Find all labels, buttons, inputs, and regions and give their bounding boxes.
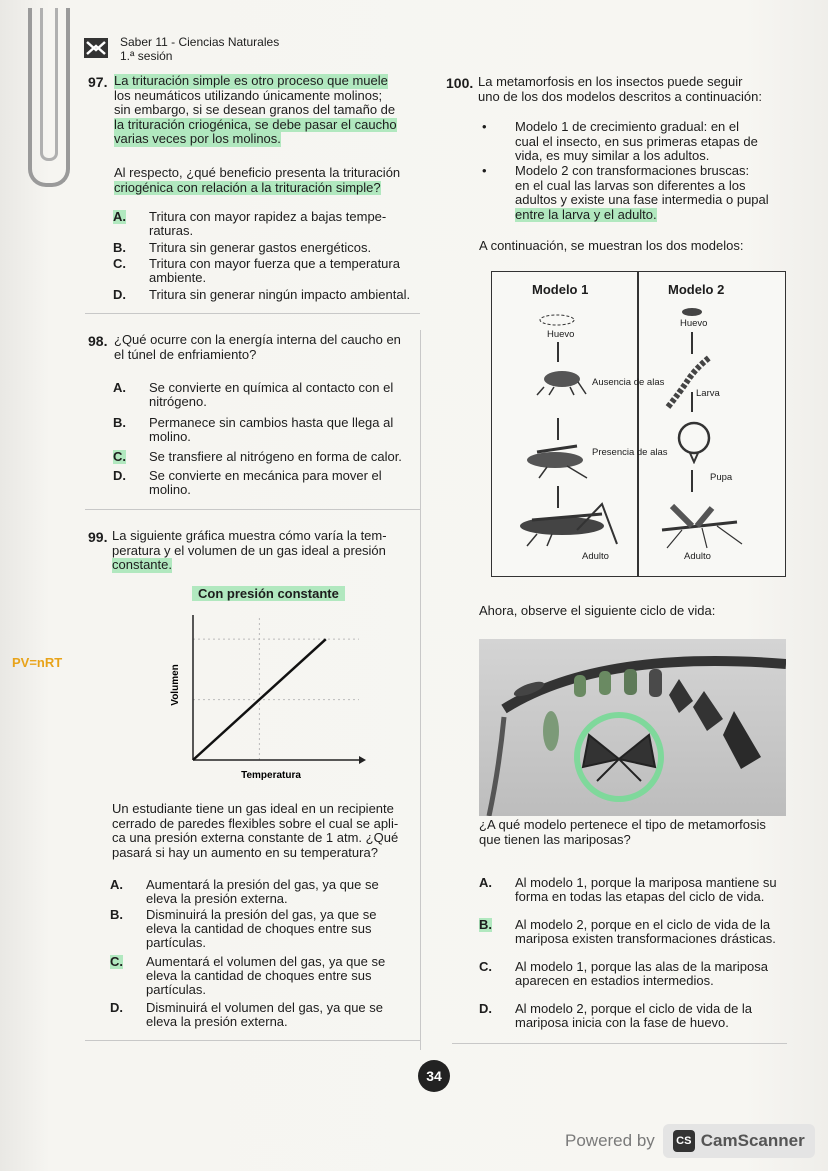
q97-stem — [114, 74, 414, 147]
q97-option-b[interactable] — [113, 241, 413, 257]
option-text: molino. — [149, 429, 191, 444]
margin-note: PV=nRT — [12, 655, 63, 670]
q98-stem — [114, 333, 414, 362]
option-letter: D. — [479, 1001, 492, 1016]
q100-option-c[interactable] — [479, 960, 785, 990]
bullet-line: en el cual las larvas son diferentes a los — [515, 177, 746, 193]
option-letter: D. — [113, 287, 126, 302]
option-text: Se transfiere al nitrógeno en forma de calor. — [149, 449, 402, 464]
cycle-intro: Ahora, observe el siguiente ciclo de vida: — [479, 603, 716, 618]
q97-option-a[interactable] — [113, 210, 413, 240]
q99-text-line: cerrado de paredes flexibles sobre el cual se apli- — [112, 815, 399, 831]
q100-bullet-2 — [515, 164, 785, 222]
q97-stem-line: sin embargo, si se desean granos del tamaño de — [114, 102, 396, 117]
q99-text-line: ca una presión externa constante de 1 atm. ¿Qué — [112, 830, 399, 845]
q99-stem — [112, 529, 417, 573]
model2-label-larva: Larva — [696, 388, 720, 399]
x-axis-label: Temperatura — [241, 770, 301, 781]
option-letter: A. — [479, 875, 492, 890]
q98-stem-line: ¿Qué ocurre con la energía interna del caucho en — [114, 332, 401, 347]
q100-option-b[interactable] — [479, 918, 785, 948]
bullet-line: adultos y existe una fase intermedia o pupal — [515, 192, 769, 207]
arrow-line — [557, 418, 559, 440]
option-text: Tritura sin generar gastos energéticos. — [149, 240, 372, 255]
option-letter: B. — [110, 907, 123, 922]
option-text: Tritura con mayor fuerza que a temperatura — [149, 256, 400, 271]
option-text: Al modelo 2, porque en el ciclo de vida de la — [515, 917, 771, 932]
model1-label-egg: Huevo — [547, 329, 575, 340]
model1-title: Modelo 1 — [532, 282, 589, 297]
model2-label-adult: Adulto — [684, 551, 711, 562]
camscanner-watermark — [565, 1124, 815, 1158]
bullet-icon: • — [482, 119, 487, 134]
chart-series-line — [193, 639, 326, 760]
option-letter: A. — [110, 877, 123, 892]
arrow-line — [691, 470, 693, 492]
q99-option-c[interactable] — [110, 955, 415, 999]
option-text: nitrógeno. — [149, 394, 207, 409]
model1-label-wings: Presencia de alas — [592, 447, 668, 458]
divider — [85, 1040, 420, 1041]
option-text: mariposa existen transformaciones drásticas. — [515, 931, 776, 946]
option-text: Al modelo 2, porque el ciclo de vida de la — [515, 1001, 753, 1016]
arrow-line — [557, 342, 559, 362]
q98-option-c[interactable] — [113, 450, 413, 466]
y-axis-label: Volumen — [170, 664, 181, 706]
q100-bullet-1 — [515, 120, 785, 164]
option-text: partículas. — [146, 935, 206, 950]
option-letter: A. — [113, 209, 126, 224]
arrow-line — [691, 332, 693, 354]
header-session: 1.ª sesión — [120, 49, 173, 63]
butterfly-lifecycle-photo — [479, 639, 786, 816]
option-text: Aumentará el volumen del gas, ya que se — [146, 954, 386, 969]
models-intro: A continuación, se muestran los dos modelos: — [479, 238, 744, 253]
option-text: Al modelo 1, porque la mariposa mantiene su — [515, 875, 777, 890]
option-text: Disminuirá la presión del gas, ya que se — [146, 907, 377, 922]
divider — [85, 313, 420, 314]
q100-stem — [478, 75, 783, 104]
model1-label-adult: Adulto — [582, 551, 609, 562]
models-divider — [637, 272, 639, 576]
q99-text-line: pasará si hay un aumento en su temperatura? — [112, 844, 378, 860]
q98-number: 98. — [88, 333, 108, 349]
option-text: eleva la cantidad de choques entre sus — [146, 968, 372, 983]
q99-stem-line: La siguiente gráfica muestra cómo varía la tem- — [112, 528, 387, 543]
option-letter: D. — [110, 1000, 123, 1015]
option-text: Tritura con mayor rapidez a bajas tempe- — [149, 209, 387, 224]
q97-question-line: Al respecto, ¿qué beneficio presenta la trituración — [114, 165, 401, 180]
metamorphosis-models-table — [491, 271, 786, 577]
q97-stem-line: La trituración simple es otro proceso que muele — [114, 73, 388, 88]
q100-question-line: que tienen las mariposas? — [479, 831, 631, 847]
q99-number: 99. — [88, 529, 108, 545]
nymph-icon — [534, 362, 589, 397]
q97-question — [114, 166, 414, 195]
bullet-line: entre la larva y el adulto. — [515, 206, 657, 222]
camscanner-icon: CS — [673, 1130, 695, 1152]
option-letter: C. — [113, 449, 126, 464]
q99-text — [112, 802, 417, 860]
q100-question-line: ¿A qué modelo pertenece el tipo de metamorfosis — [479, 817, 766, 832]
option-letter: B. — [479, 917, 492, 932]
q99-option-a[interactable] — [110, 878, 415, 908]
option-text: Tritura sin generar ningún impacto ambiental. — [149, 287, 411, 302]
chart-title: Con presión constante — [192, 586, 345, 601]
option-text: aparecen en estadios intermedios. — [515, 973, 714, 988]
option-text: partículas. — [146, 982, 206, 997]
egg-icon — [680, 306, 704, 318]
pupa-icon — [670, 416, 718, 464]
option-letter: D. — [113, 468, 126, 483]
q100-option-a[interactable] — [479, 876, 785, 906]
option-text: Disminuirá el volumen del gas, ya que se — [146, 1000, 384, 1015]
q98-option-a[interactable] — [113, 381, 413, 411]
camscanner-badge — [663, 1124, 815, 1158]
adult-mosquito-icon — [652, 500, 747, 550]
option-text: ambiente. — [149, 270, 207, 285]
page-number: 34 — [418, 1060, 450, 1092]
bullet-line: vida, es muy similar a los adultos. — [515, 148, 710, 163]
option-text: forma en todas las etapas del ciclo de vida. — [515, 889, 765, 904]
q97-number: 97. — [88, 74, 108, 90]
winged-nymph-icon — [517, 440, 592, 480]
q100-stem-line: La metamorfosis en los insectos puede seguir — [478, 74, 743, 89]
q99-text-line: Un estudiante tiene un gas ideal en un recipiente — [112, 801, 394, 816]
bullet-line: Modelo 1 de crecimiento gradual: en el — [515, 119, 740, 134]
divider — [452, 1043, 787, 1044]
option-text: mariposa inicia con la fase de huevo. — [515, 1015, 729, 1030]
q97-stem-line: la trituración criogénica, se debe pasar el caucho — [114, 116, 397, 132]
option-text: eleva la cantidad de choques entre sus — [146, 921, 372, 936]
option-text: Permanece sin cambios hasta que llega al — [149, 415, 394, 430]
q97-option-c[interactable] — [113, 257, 413, 287]
paper-clip-inner — [40, 8, 58, 161]
q100-number: 100. — [446, 75, 474, 91]
x-axis-arrow — [359, 756, 366, 764]
q99-option-d[interactable] — [110, 1001, 415, 1031]
egg-icon — [537, 312, 577, 328]
q99-stem-line: peratura y el volumen de un gas ideal a presión — [112, 542, 386, 558]
model1-label-no-wings: Ausencia de alas — [592, 377, 665, 388]
q97-option-d[interactable] — [113, 288, 418, 304]
q100-question — [479, 818, 784, 847]
q97-stem-line: los neumáticos utilizando únicamente molinos; — [114, 87, 383, 103]
option-text: Aumentará la presión del gas, ya que se — [146, 877, 379, 892]
model2-label-pupa: Pupa — [710, 472, 733, 483]
powered-by-text: Powered by — [565, 1131, 655, 1150]
option-letter: A. — [113, 380, 126, 395]
bullet-line: Modelo 2 con transformaciones bruscas: — [515, 163, 750, 178]
option-text: Al modelo 1, porque las alas de la mariposa — [515, 959, 768, 974]
option-letter: C. — [479, 959, 492, 974]
option-text: Se convierte en mecánica para mover el — [149, 468, 382, 483]
option-text: molino. — [149, 482, 191, 497]
option-letter: C. — [113, 256, 126, 271]
divider — [85, 509, 420, 510]
column-divider — [420, 330, 421, 1050]
option-letter: B. — [113, 240, 126, 255]
header — [82, 34, 279, 64]
camscanner-brand: CamScanner — [700, 1131, 805, 1150]
adult-grasshopper-icon — [507, 500, 632, 550]
bullet-line: cual el insecto, en sus primeras etapas de — [515, 133, 758, 149]
larva-icon — [660, 352, 718, 412]
q98-stem-line: el túnel de enfriamiento? — [114, 346, 257, 362]
q100-option-d[interactable] — [479, 1002, 785, 1032]
icfes-logo-icon — [82, 34, 112, 64]
model2-label-egg: Huevo — [680, 318, 708, 329]
option-text: Se convierte en química al contacto con el — [149, 380, 394, 395]
option-letter: C. — [110, 954, 123, 969]
q97-stem-line: varias veces por los molinos. — [114, 131, 281, 146]
option-text: raturas. — [149, 223, 194, 238]
q100-stem-line: uno de los dos modelos descritos a continuación: — [478, 88, 763, 104]
q98-option-b[interactable] — [113, 416, 413, 446]
option-text: eleva la presión externa. — [146, 891, 288, 906]
volume-temperature-chart — [166, 610, 366, 785]
arrow-line — [691, 392, 693, 412]
q99-option-b[interactable] — [110, 908, 415, 952]
header-title: Saber 11 - Ciencias Naturales — [120, 35, 280, 49]
option-text: eleva la presión externa. — [146, 1014, 288, 1029]
model2-title: Modelo 2 — [668, 282, 725, 297]
q99-stem-line: constante. — [112, 557, 172, 572]
bullet-icon: • — [482, 163, 487, 178]
butterfly-lifecycle-illustration — [479, 639, 786, 816]
option-letter: B. — [113, 415, 126, 430]
q98-option-d[interactable] — [113, 469, 413, 499]
q97-question-line: criogénica con relación a la trituración simple? — [114, 179, 381, 195]
